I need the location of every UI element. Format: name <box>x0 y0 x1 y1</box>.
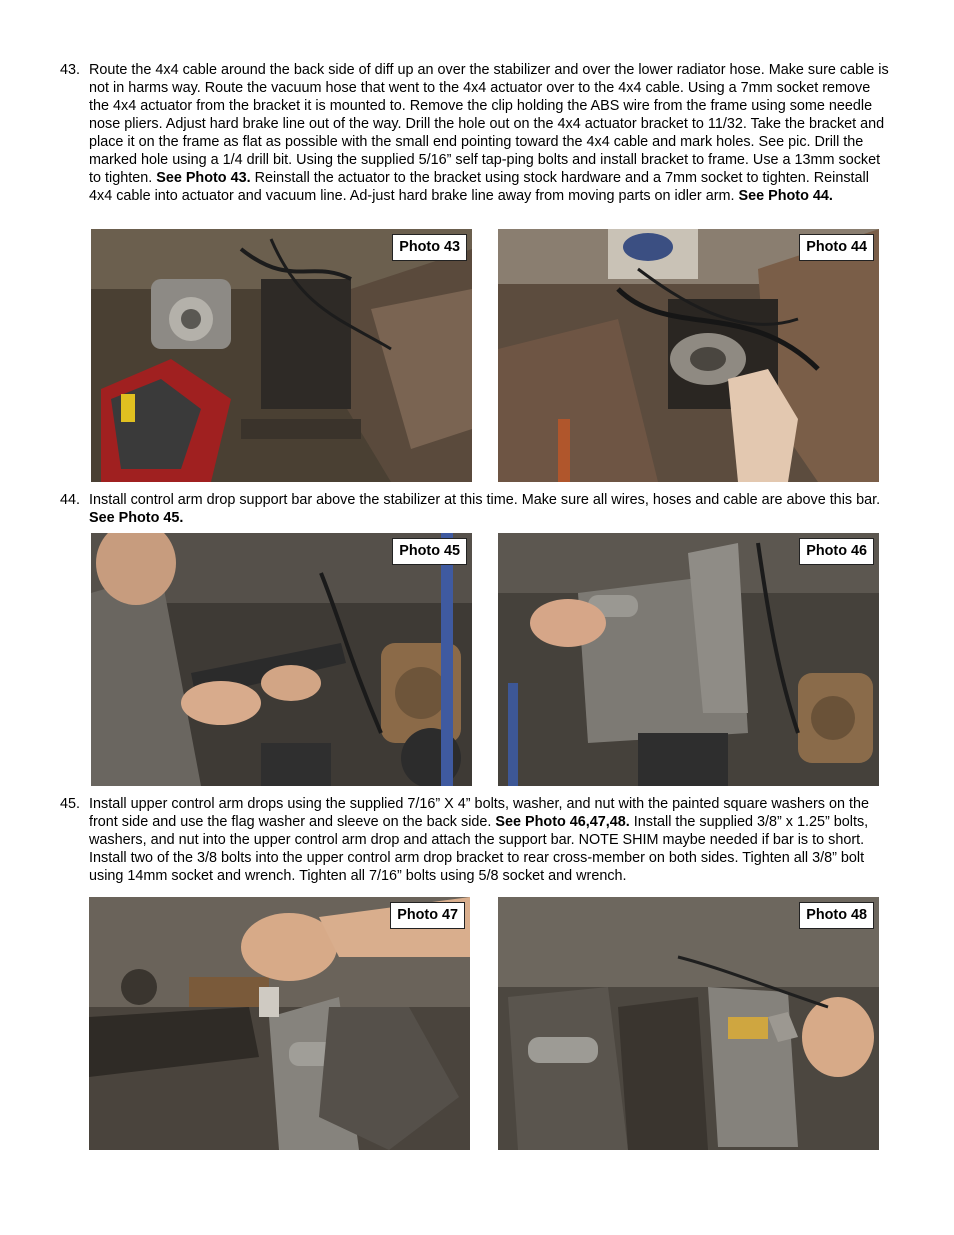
photo-reference: See Photo 43. <box>156 170 251 186</box>
photo-label: Photo 47 <box>390 902 465 929</box>
step-text: Route the 4x4 cable around the back side of diff up an over the stabilizer and over the lower radiator hose. Make sure cable is not in harms way. Route the vacuum hose that went to the 4x4 actuator over to the 4x4 cable. Using a 7mm socket remove the 4x4 actuator from the bracket it is mounted to. Remove the clip holding the ABS wire from the frame using some needle nose pliers. Adjust hard brake line out of the way. Drill the hole out on the 4x4 actuator bracket to 11/32. Take the bracket and place it on the frame as flat as possible with the small end pointing toward the 4x4 cable and mark holes. See pic. Drill the marked hole using a 1/4 drill bit. Using the supplied 5/16” self tap-ping bolts and install bracket to frame. Use a 13mm socket to tighten. See Photo 43. Reinstall the actuator to the bracket using stock hardware and a 7mm socket to tighten. Reinstall 4x4 cable into actuator and vacuum line. Ad-just hard brake line away from moving parts on idler arm. See Photo 44. <box>89 62 889 204</box>
photo-43 <box>91 229 472 482</box>
photo-label: Photo 48 <box>799 902 874 929</box>
photo-47 <box>89 897 470 1150</box>
photo-reference: See Photo 45. <box>89 510 184 526</box>
photo-47-image <box>89 897 470 1150</box>
photo-label: Photo 45 <box>392 538 467 565</box>
step-number: 45. <box>60 796 81 812</box>
photo-48-image <box>498 897 879 1150</box>
step-number: 43. <box>60 62 81 78</box>
photo-reference: See Photo 46,47,48. <box>495 814 630 830</box>
step-text: Install control arm drop support bar above the stabilizer at this time. Make sure all wires, hoses and cable are above this bar. See Photo 45. <box>89 492 881 526</box>
photo-label: Photo 46 <box>799 538 874 565</box>
photo-44 <box>498 229 879 482</box>
step-text: Install upper control arm drops using the supplied 7/16” X 4” bolts, washer, and nut with the painted square washers on the front side and use the flag washer and sleeve on the back side. See Photo 46,47,48. Install the supplied 3/8” x 1.25” bolts, washers, and nut into the upper control arm drop and attach the support bar. NOTE SHIM maybe needed if bar is to short. Install two of the 3/8 bolts into the upper control arm drop bracket to rear cross-member on both sides. Tighten all 3/8” bolt using 14mm socket and wrench. Tighten all 7/16” bolts using 5/8 socket and wrench. <box>89 796 869 884</box>
step-45 <box>60 795 892 885</box>
photo-45 <box>91 533 472 786</box>
photo-43-image <box>91 229 472 482</box>
photo-46 <box>498 533 879 786</box>
photo-44-image <box>498 229 879 482</box>
photo-48 <box>498 897 879 1150</box>
photo-label: Photo 44 <box>799 234 874 261</box>
photo-label: Photo 43 <box>392 234 467 261</box>
step-44 <box>60 491 892 527</box>
step-number: 44. <box>60 492 81 508</box>
photo-45-image <box>91 533 472 786</box>
photo-reference: See Photo 44. <box>738 188 833 204</box>
step-43 <box>60 61 892 205</box>
photo-46-image <box>498 533 879 786</box>
